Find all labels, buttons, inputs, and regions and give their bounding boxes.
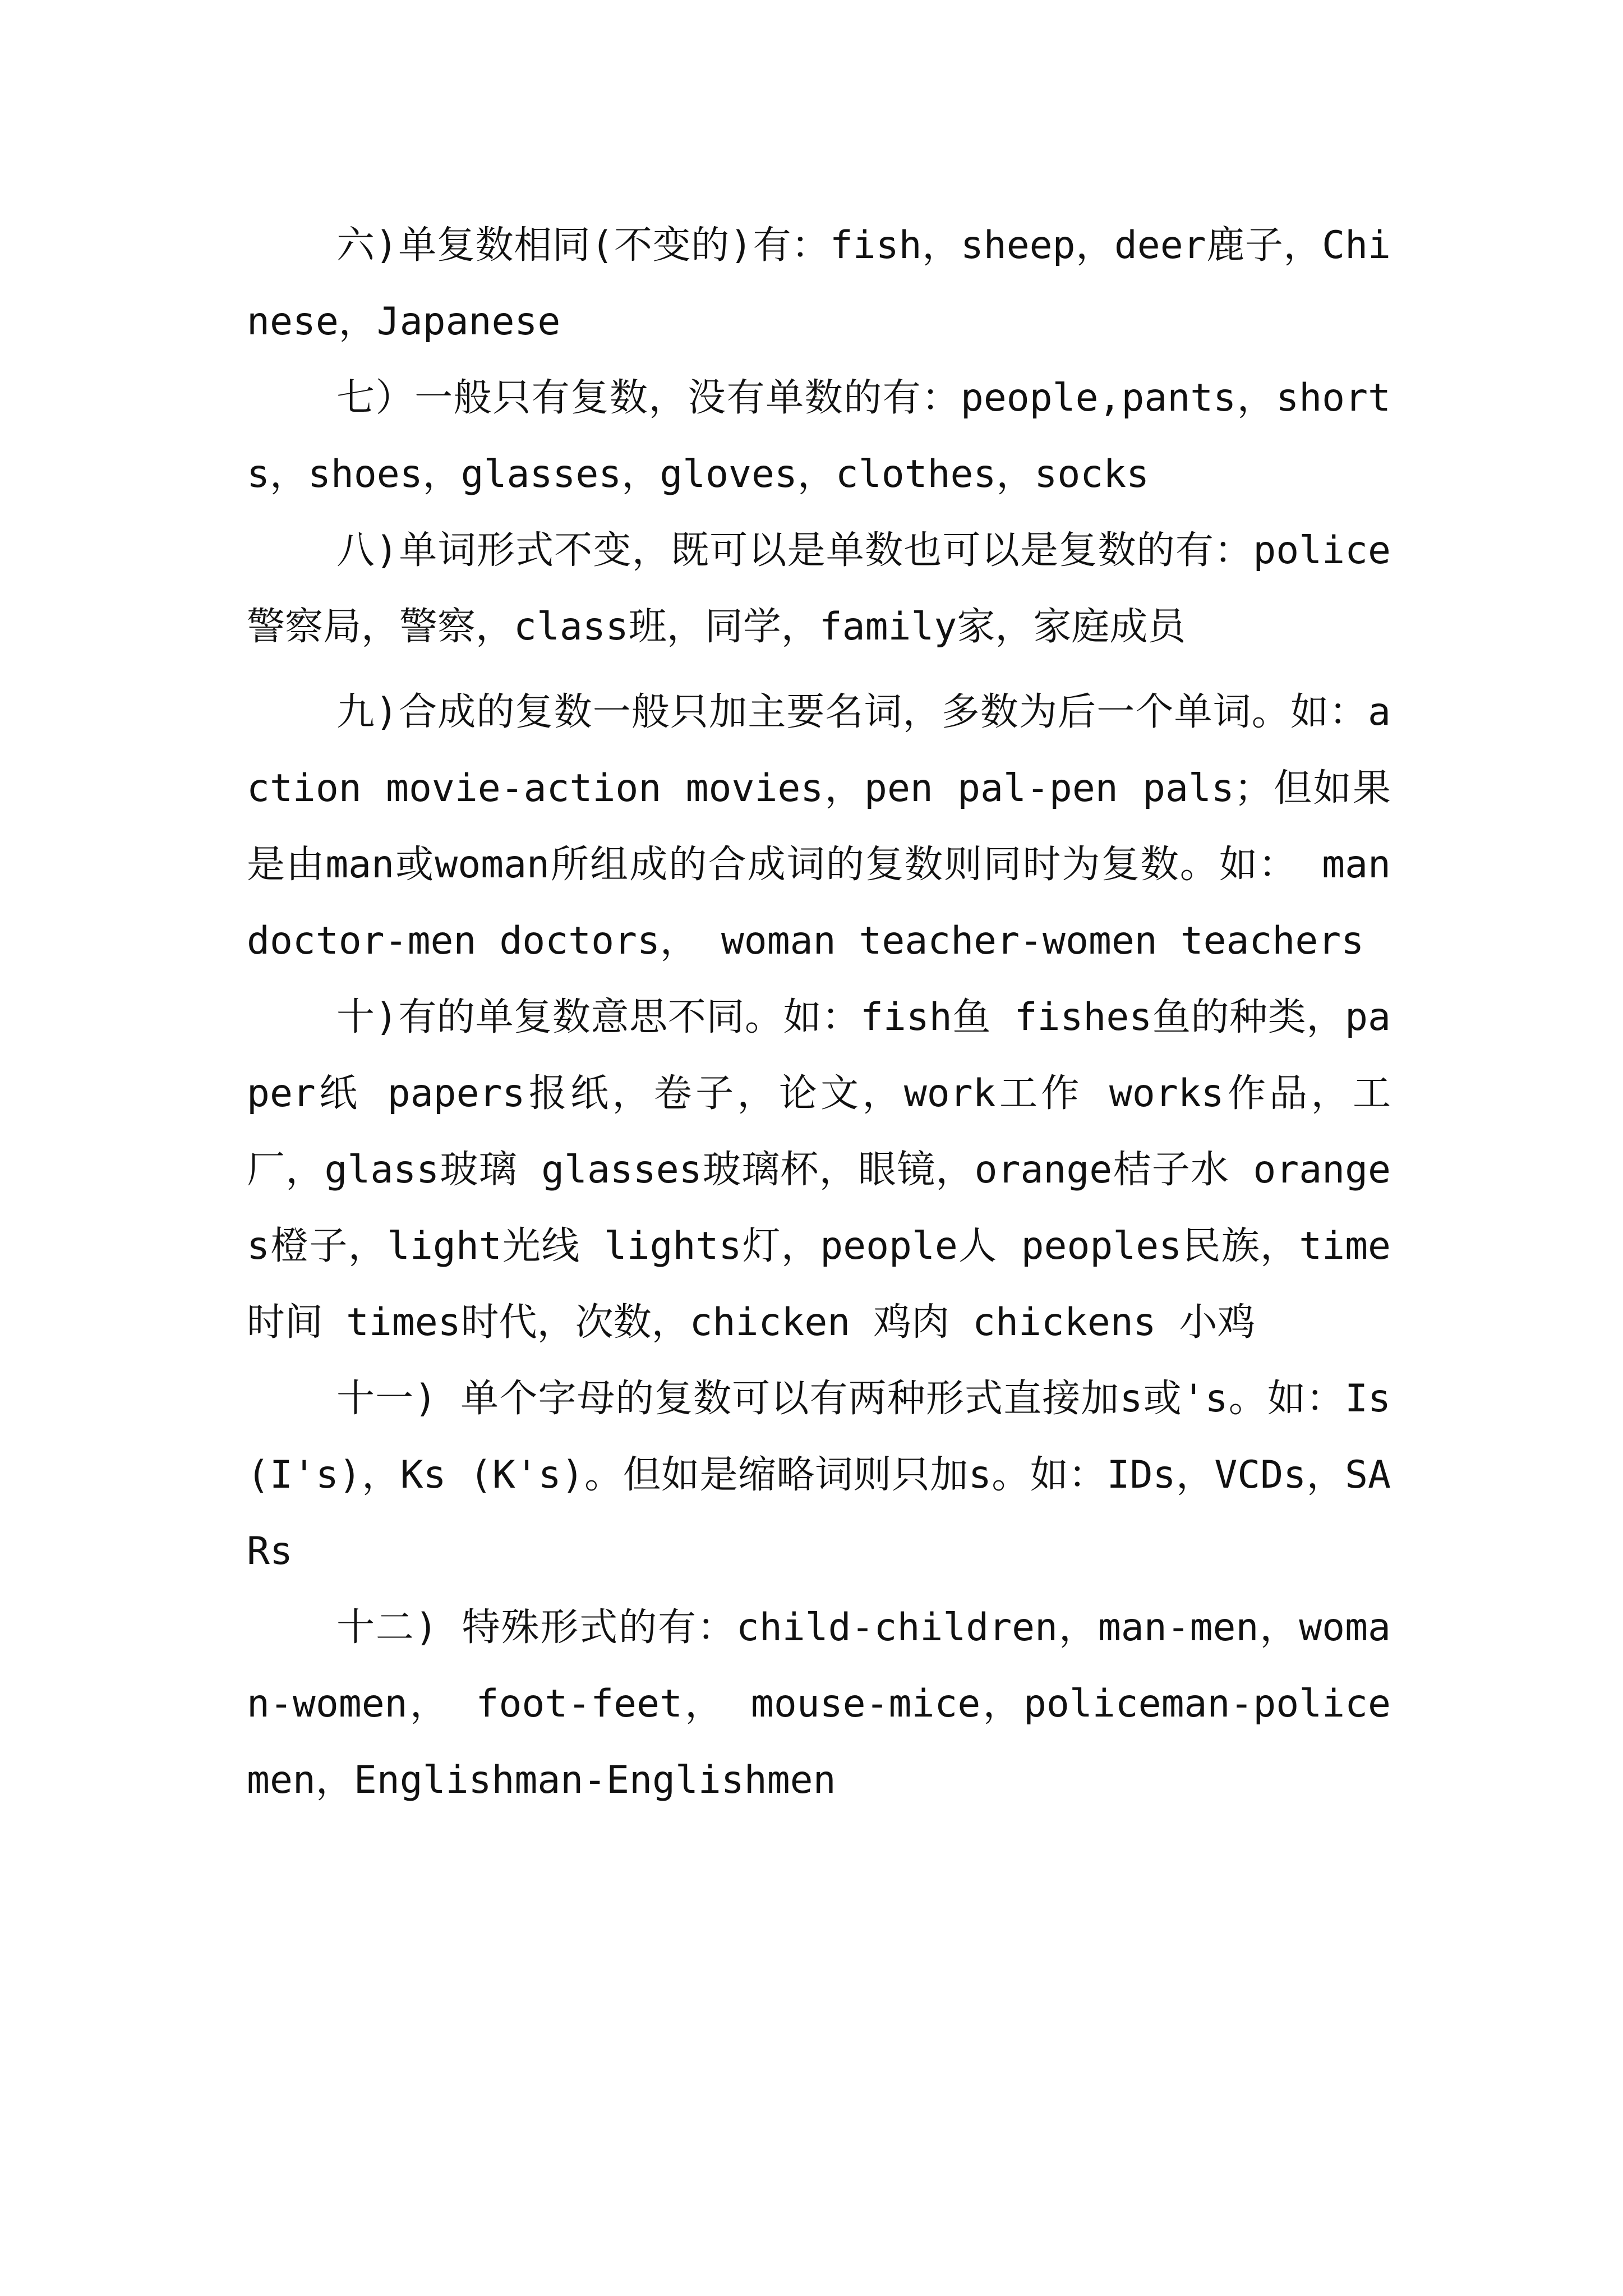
paragraph-twelve: 十二) 特殊形式的有：child-children，man-men，woman-women， foot-feet， mouse-mice，policeman-policemen，Englishman-Englishmen (247, 1605, 1391, 1802)
paragraph-eleven: 十一) 单个字母的复数可以有两种形式直接加s或's。如：Is (I's)，Ks (K's)。但如是缩略词则只加s。如：IDs，VCDs，SARs (247, 1377, 1391, 1573)
paragraph-nine: 九)合成的复数一般只加主要名词，多数为后一个单词。如：action movie-action movies，pen pal-pen pals；但如果是由man或woman所组成的合成词的复数则同时为复数。如： man doctor-men doctors， woman teacher-women teachers (247, 690, 1391, 963)
paragraph-seven: 七）一般只有复数，没有单数的有：people,pants，shorts，shoes，glasses，gloves，clothes，socks (247, 376, 1391, 496)
document-page (247, 208, 1391, 1819)
paragraph-six: 六)单复数相同(不变的)有：fish，sheep，deer鹿子，Chinese，Japanese (247, 223, 1391, 344)
paragraph-ten: 十)有的单复数意思不同。如：fish鱼 fishes鱼的种类，paper纸 papers报纸，卷子，论文，work工作 works作品，工厂，glass玻璃 glasses玻璃杯，眼镜，orange桔子水 oranges橙子，light光线 lights灯，people人 peoples民族，time时间 times时代，次数，chicken 鸡肉 chickens 小鸡 (247, 995, 1391, 1345)
paragraph-eight: 八)单词形式不变，既可以是单数也可以是复数的有：police警察局，警察，class班，同学，family家，家庭成员 (247, 528, 1391, 649)
